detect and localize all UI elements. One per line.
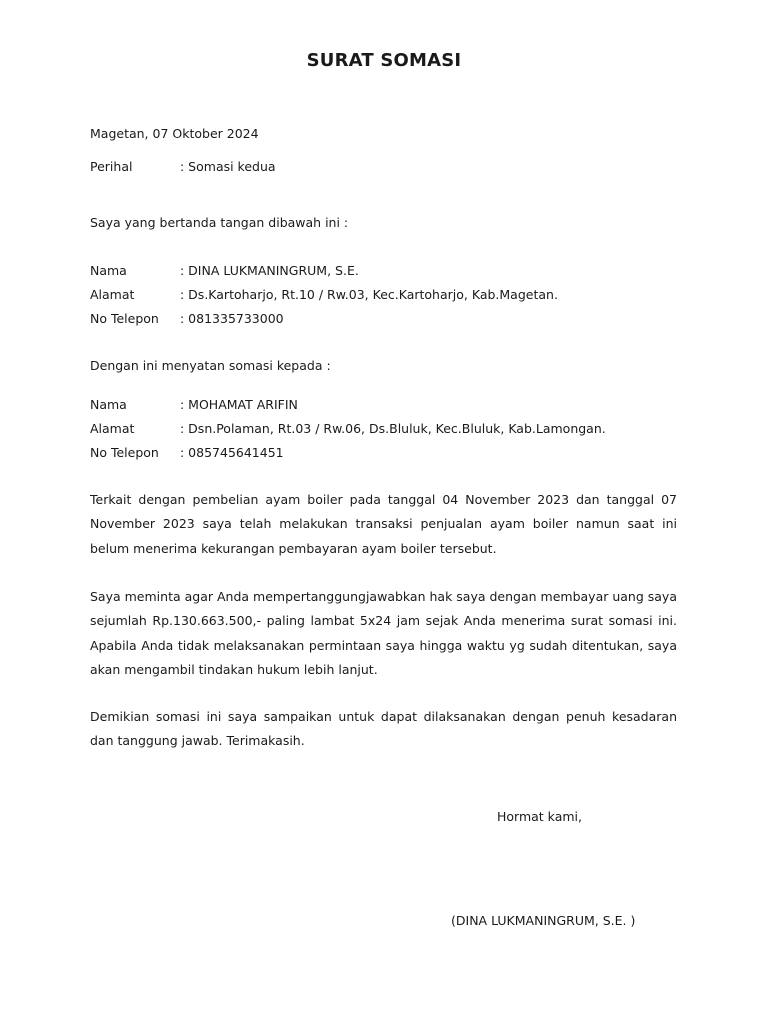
recipient-name-label: Nama — [90, 397, 127, 412]
sender-phone-value: : 081335733000 — [180, 311, 284, 326]
recipient-phone-value: : 085745641451 — [180, 445, 284, 460]
recipient-phone-row — [90, 445, 284, 460]
subject-label: Perihal — [90, 159, 133, 174]
recipient-address-label: Alamat — [90, 421, 135, 436]
recipient-intro: Dengan ini menyatan somasi kepada : — [90, 358, 331, 373]
paragraph-transaction: Terkait dengan pembelian ayam boiler pada tanggal 04 November 2023 dan tanggal 07 November 2023 saya telah melakukan transaksi penjualan ayam boiler namun saat ini belum menerima kekurangan pembayaran ayam boiler tersebut. — [90, 492, 677, 556]
letter-title: SURAT SOMASI — [306, 50, 462, 71]
recipient-address-row — [90, 421, 606, 436]
signature-name: (DINA LUKMANINGRUM, S.E. ) — [451, 913, 636, 928]
sender-address-value: : Ds.Kartoharjo, Rt.10 / Rw.03, Kec.Kartoharjo, Kab.Magetan. — [180, 287, 558, 302]
sender-address-label: Alamat — [90, 287, 135, 302]
subject-row — [90, 159, 276, 174]
paragraph-closing-statement: Demikian somasi ini saya sampaikan untuk dapat dilaksanakan dengan penuh kesadaran dan tanggung jawab. Terimakasih. — [90, 709, 677, 749]
closing-salutation: Hormat kami, — [497, 809, 582, 824]
place-date: Magetan, 07 Oktober 2024 — [90, 126, 259, 141]
intro-text: Saya yang bertanda tangan dibawah ini : — [90, 215, 349, 230]
recipient-phone-label: No Telepon — [90, 445, 159, 460]
subject-value: : Somasi kedua — [180, 159, 276, 174]
sender-name-row — [90, 263, 359, 278]
sender-phone-label: No Telepon — [90, 311, 159, 326]
sender-phone-row — [90, 311, 284, 326]
recipient-name-value: : MOHAMAT ARIFIN — [180, 397, 298, 412]
paragraph-demand: Saya meminta agar Anda mempertanggungjawabkan hak saya dengan membayar uang saya sejumlah Rp.130.663.500,- paling lambat 5x24 jam sejak Anda menerima surat somasi ini. Apabila Anda tidak melaksanakan permintaan saya hingga waktu yg sudah ditentukan, saya akan mengambil tindakan hukum lebih lanjut. — [90, 589, 677, 677]
sender-name-label: Nama — [90, 263, 127, 278]
recipient-address-value: : Dsn.Polaman, Rt.03 / Rw.06, Ds.Bluluk, Kec.Bluluk, Kab.Lamongan. — [180, 421, 606, 436]
recipient-name-row — [90, 397, 298, 412]
sender-name-value: : DINA LUKMANINGRUM, S.E. — [180, 263, 359, 278]
sender-address-row — [90, 287, 558, 302]
